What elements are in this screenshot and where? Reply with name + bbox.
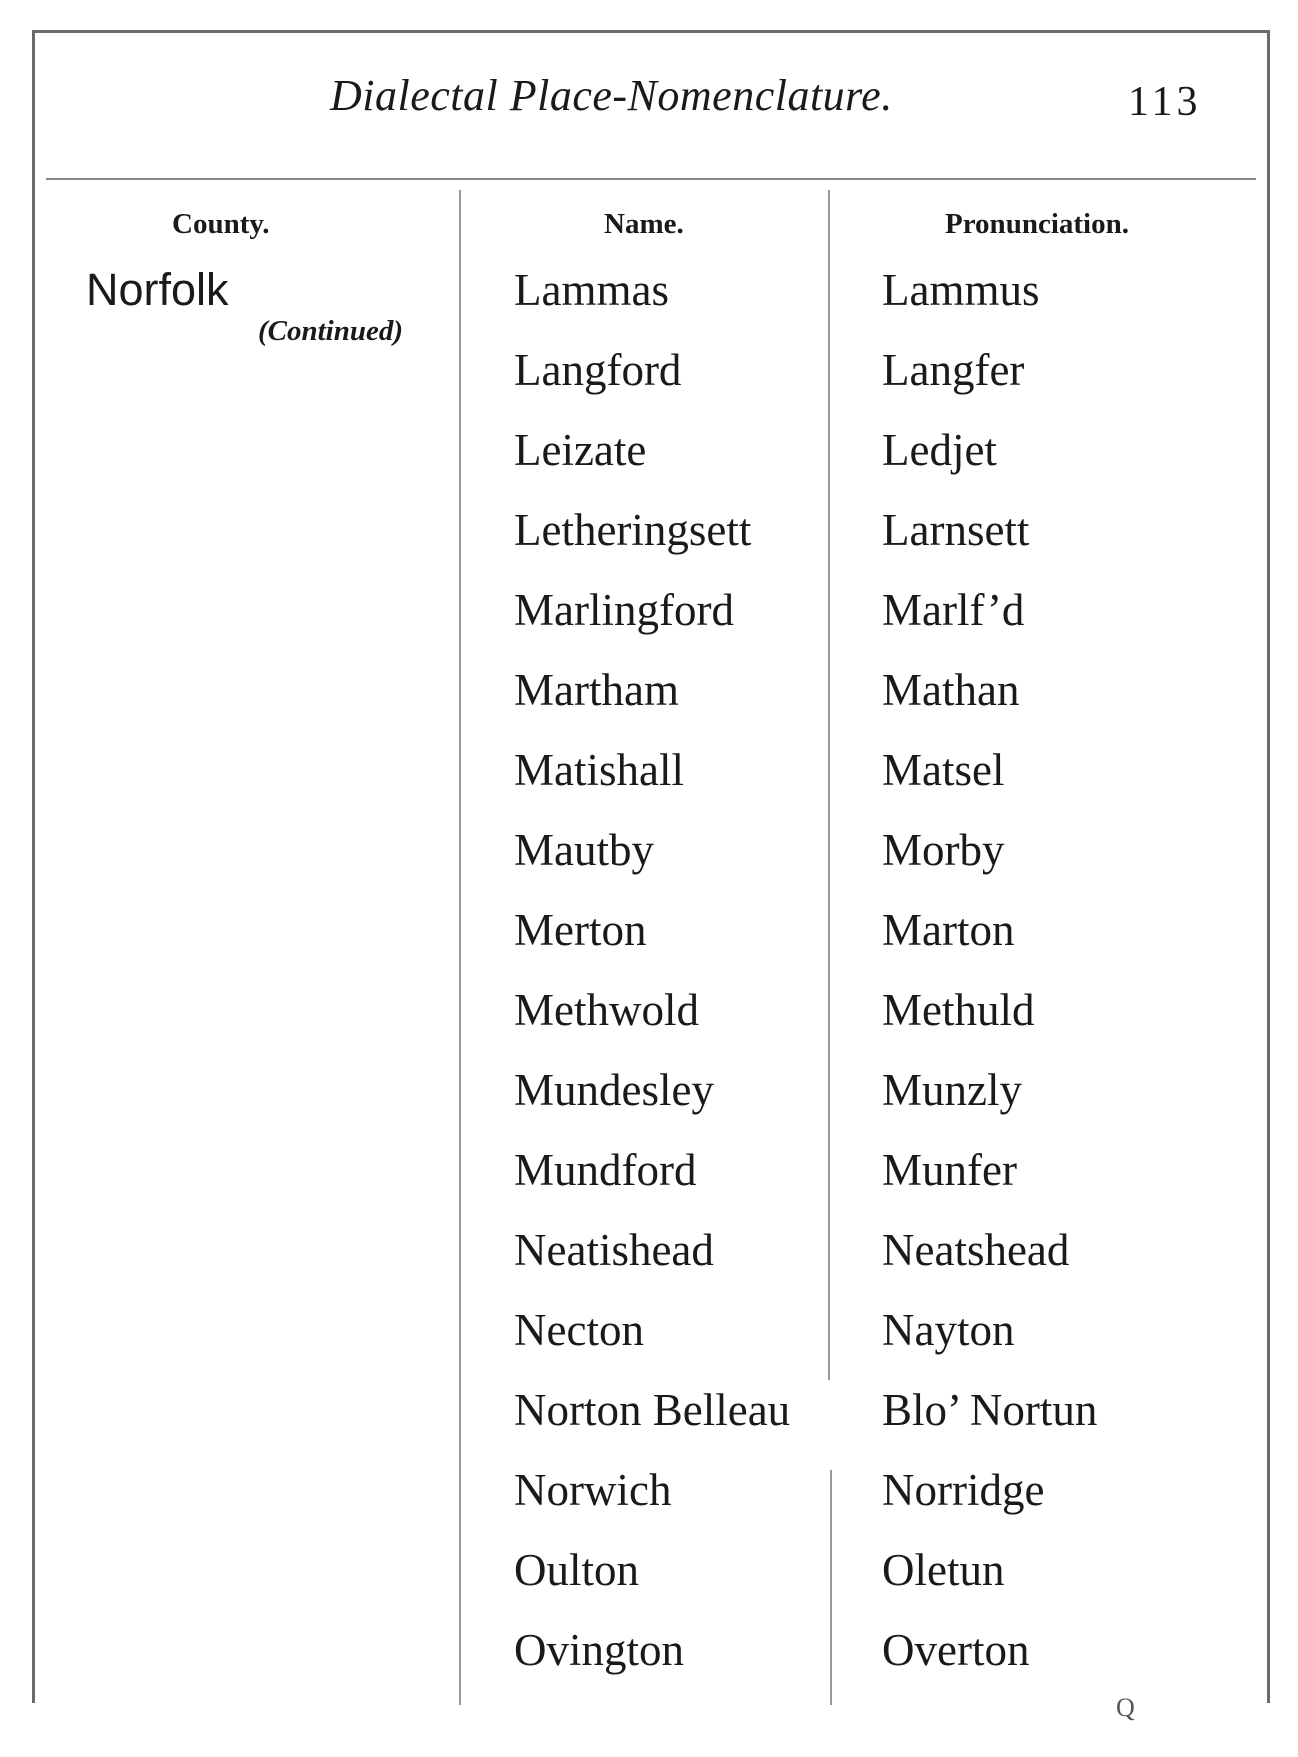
- place-pronunciation: Oletun: [882, 1545, 1005, 1595]
- place-name: Merton: [514, 905, 647, 955]
- table-row: [0, 904, 1298, 984]
- place-pronunciation: Mathan: [882, 665, 1020, 715]
- place-name: Mautby: [514, 825, 654, 875]
- table-row: [0, 1304, 1298, 1384]
- place-name: Lammas: [514, 265, 669, 315]
- place-name: Leizate: [514, 425, 647, 475]
- place-name: Martham: [514, 665, 679, 715]
- table-row: [0, 1464, 1298, 1544]
- place-name: Langford: [514, 345, 682, 395]
- place-pronunciation: Langfer: [882, 345, 1025, 395]
- table-row: [0, 344, 1298, 424]
- table-row: [0, 1544, 1298, 1624]
- county-name: Norfolk: [86, 264, 229, 315]
- column-header-name: Name.: [604, 208, 684, 240]
- table-row: [0, 1144, 1298, 1224]
- place-pronunciation: Marlf’d: [882, 585, 1025, 635]
- table-row: [0, 424, 1298, 504]
- table-row: [0, 264, 1298, 344]
- place-name: Marlingford: [514, 585, 734, 635]
- place-pronunciation: Morby: [882, 825, 1005, 875]
- table-row: [0, 744, 1298, 824]
- table-row: [0, 1624, 1298, 1704]
- table-row: [0, 984, 1298, 1064]
- place-pronunciation: Methuld: [882, 985, 1035, 1035]
- page-number: 113: [1128, 79, 1202, 125]
- place-pronunciation: Marton: [882, 905, 1015, 955]
- place-pronunciation: Ledjet: [882, 425, 997, 475]
- place-name: Letheringsett: [514, 505, 752, 555]
- table-row: [0, 1064, 1298, 1144]
- table-row: [0, 664, 1298, 744]
- running-title: Dialectal Place-Nomenclature.: [330, 71, 893, 120]
- place-pronunciation: Larnsett: [882, 505, 1030, 555]
- place-pronunciation: Overton: [882, 1625, 1030, 1675]
- place-pronunciation: Lammus: [882, 265, 1040, 315]
- place-pronunciation: Matsel: [882, 745, 1005, 795]
- place-pronunciation: Munzly: [882, 1065, 1022, 1115]
- column-header-pronunciation: Pronunciation.: [945, 208, 1129, 240]
- table-row: [0, 1384, 1298, 1464]
- signature-mark: Q: [1116, 1693, 1135, 1722]
- place-name: Oulton: [514, 1545, 640, 1595]
- place-pronunciation: Nayton: [882, 1305, 1015, 1355]
- place-name: Norton Belleau: [514, 1385, 791, 1435]
- place-name: Necton: [514, 1305, 644, 1355]
- place-name: Mundford: [514, 1145, 697, 1195]
- place-name: Matishall: [514, 745, 684, 795]
- header-rule: [46, 178, 1256, 180]
- continued-note: (Continued): [258, 315, 404, 347]
- place-pronunciation: Blo’ Nortun: [882, 1385, 1098, 1435]
- place-name: Ovington: [514, 1625, 685, 1675]
- place-name: Mundesley: [514, 1065, 714, 1115]
- table-row: [0, 824, 1298, 904]
- place-name: Norwich: [514, 1465, 672, 1515]
- place-name: Methwold: [514, 985, 699, 1035]
- place-pronunciation: Neatshead: [882, 1225, 1070, 1275]
- column-header-county: County.: [172, 208, 270, 240]
- place-pronunciation: Munfer: [882, 1145, 1017, 1195]
- entry-list: [0, 264, 1298, 1704]
- place-pronunciation: Norridge: [882, 1465, 1045, 1515]
- table-row: [0, 584, 1298, 664]
- place-name: Neatishead: [514, 1225, 714, 1275]
- table-row: [0, 504, 1298, 584]
- table-row: [0, 1224, 1298, 1304]
